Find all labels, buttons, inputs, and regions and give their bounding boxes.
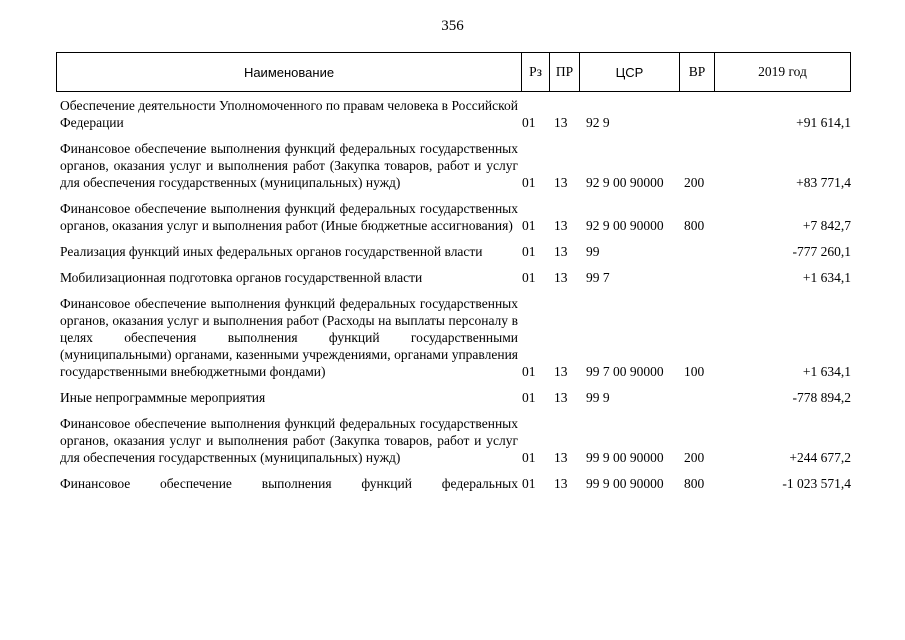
row-vr: 800 [684,218,705,233]
row-rz: 01 [522,390,536,405]
row-name: Реализация функций иных федеральных органов государственной власти [60,244,483,259]
row-amount: +244 677,2 [789,450,851,465]
table-row [60,269,851,286]
row-pr: 13 [554,115,568,130]
page-number: 356 [441,18,464,34]
row-amount: +91 614,1 [796,115,851,130]
row-amount: +1 634,1 [802,270,851,285]
row-name: Финансовое обеспечение выполнения функций федеральных государственных органов, оказания услуг и выполнения работ (Иные бюджетные ассигнования) [60,201,518,233]
row-rz: 01 [522,218,536,233]
row-name: Финансовое обеспечение выполнения функций федеральных государственных органов, оказания услуг и выполнения работ (Закупка товаров, работ и услуг для обеспечения государственных (муниципальных) нужд) [60,416,518,465]
row-rz: 01 [522,175,536,190]
row-rz: 01 [522,476,536,491]
header-rz: Рз [522,53,550,91]
row-pr: 13 [554,450,568,465]
table-row [60,295,851,380]
row-pr: 13 [554,244,568,259]
row-csr: 99 7 00 90000 [586,364,664,379]
header-vr: ВР [680,53,715,91]
row-pr: 13 [554,364,568,379]
row-csr: 99 [586,244,600,259]
row-csr: 99 9 00 90000 [586,450,664,465]
table-body [60,97,851,501]
table-row [60,243,851,260]
row-csr: 92 9 [586,115,610,130]
row-rz: 01 [522,115,536,130]
row-rz: 01 [522,270,536,285]
row-vr: 100 [684,364,705,379]
row-pr: 13 [554,390,568,405]
table-row [60,475,851,492]
table-row [60,415,851,466]
row-csr: 92 9 00 90000 [586,175,664,190]
row-vr: 800 [684,476,705,491]
row-amount: -778 894,2 [792,390,851,405]
table-row [60,200,851,234]
header-csr: ЦСР [580,53,680,91]
row-pr: 13 [554,270,568,285]
row-name: Финансовое обеспечение выполнения функций федеральных [60,476,518,491]
row-amount: +83 771,4 [796,175,851,190]
row-amount: +1 634,1 [802,364,851,379]
table-row [60,389,851,406]
row-rz: 01 [522,364,536,379]
row-amount: -777 260,1 [792,244,851,259]
row-amount: -1 023 571,4 [782,476,851,491]
row-csr: 92 9 00 90000 [586,218,664,233]
header-year: 2019 год [758,64,807,79]
table-row [60,97,851,131]
row-pr: 13 [554,218,568,233]
header-pr: ПР [550,53,580,91]
row-pr: 13 [554,175,568,190]
row-name: Обеспечение деятельности Уполномоченного по правам человека в Российской Федерации [60,98,518,130]
row-name: Финансовое обеспечение выполнения функций федеральных государственных органов, оказания услуг и выполнения работ (Расходы на выплаты персоналу в целях обеспечения выполнения функций государственными (муниципальными) органами, казенными учреждениями, органами управления государственными внебюджетными фондами) [60,296,518,379]
row-csr: 99 9 [586,390,610,405]
row-amount: +7 842,7 [802,218,851,233]
header-name: Наименование [57,53,522,91]
row-vr: 200 [684,450,705,465]
row-name: Иные непрограммные мероприятия [60,390,266,405]
row-csr: 99 9 00 90000 [586,476,664,491]
row-rz: 01 [522,450,536,465]
row-name: Финансовое обеспечение выполнения функций федеральных государственных органов, оказания услуг и выполнения работ (Закупка товаров, работ и услуг для обеспечения государственных (муниципальных) нужд) [60,141,518,190]
row-pr: 13 [554,476,568,491]
row-name: Мобилизационная подготовка органов государственной власти [60,270,423,285]
row-vr: 200 [684,175,705,190]
row-rz: 01 [522,244,536,259]
table-row [60,140,851,191]
table-header [56,52,851,92]
row-csr: 99 7 [586,270,610,285]
